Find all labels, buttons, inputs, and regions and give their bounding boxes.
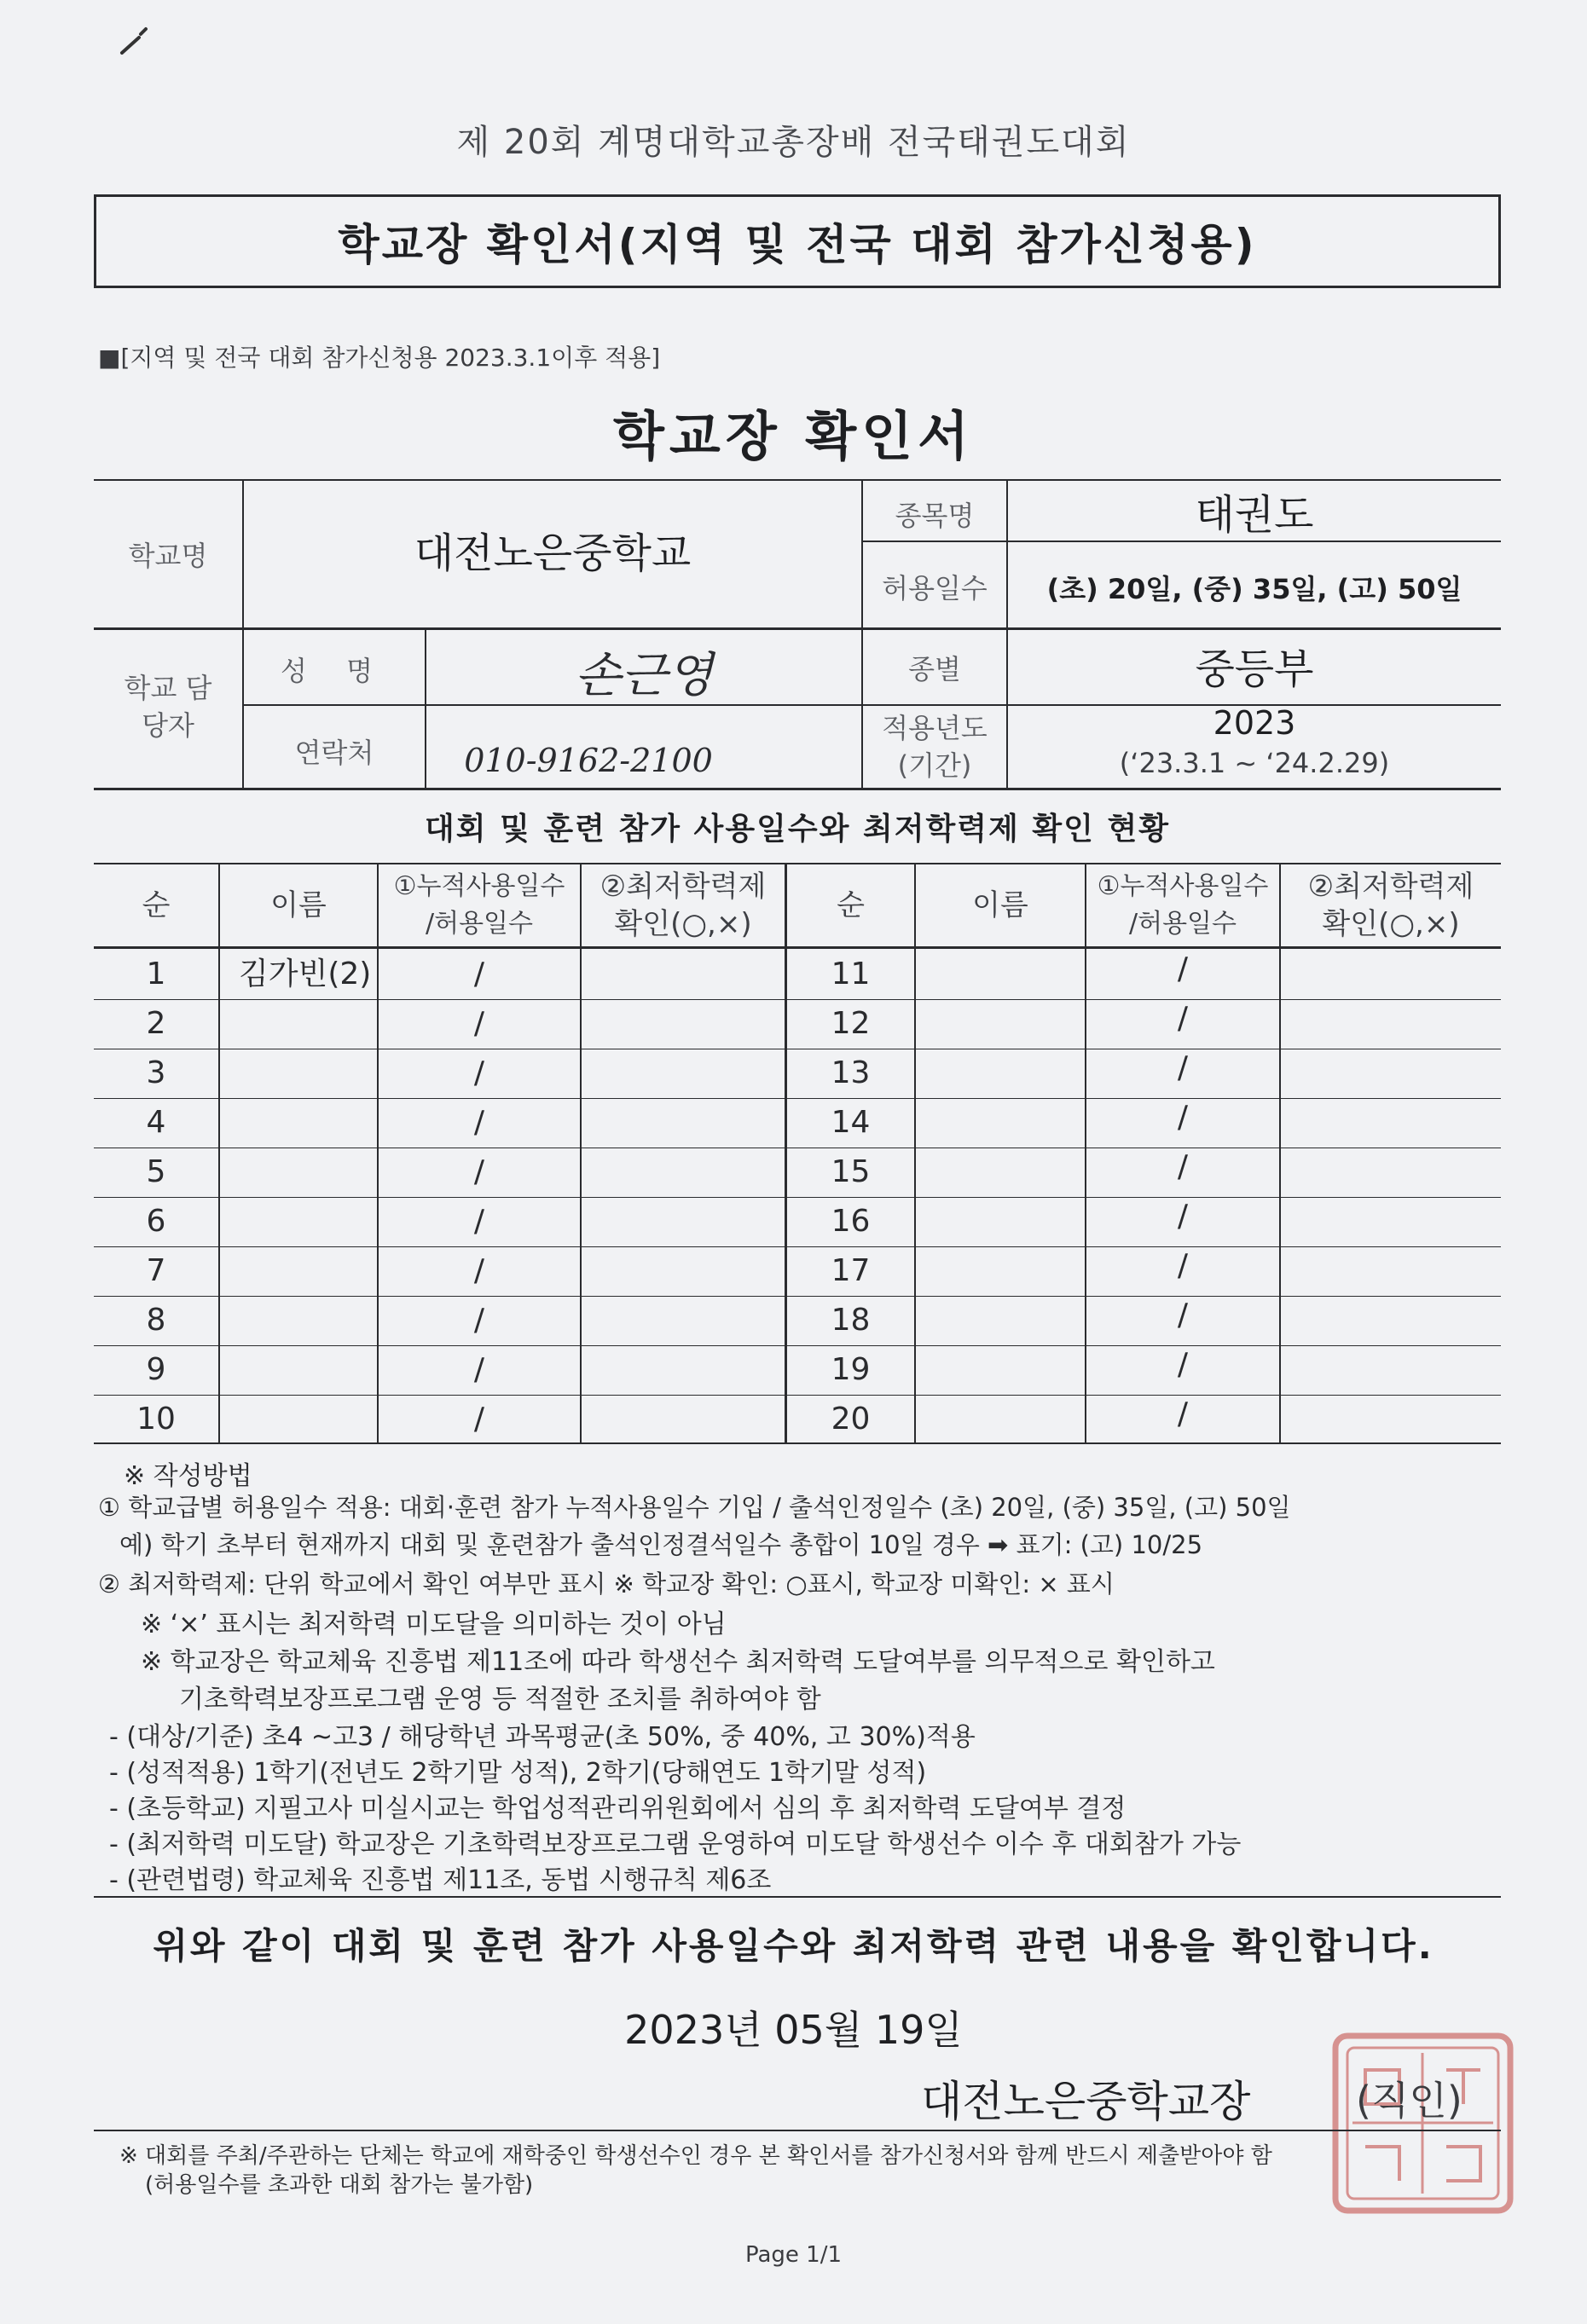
manager-label: 학교 담당자 bbox=[124, 672, 212, 742]
school-name-value: 대전노은중학교 bbox=[414, 529, 692, 577]
col-no-right: 순 bbox=[837, 888, 865, 922]
allowed-days-value: (초) 20일, (중) 35일, (고) 50일 bbox=[1046, 573, 1462, 605]
days-slash: / bbox=[1177, 1100, 1189, 1135]
name-label: 성 명 bbox=[281, 655, 388, 687]
col-check-left-2: 확인(○,×) bbox=[614, 907, 752, 941]
days-slash: / bbox=[473, 1055, 485, 1090]
days-slash: / bbox=[1177, 1199, 1189, 1234]
instr-line-11: - (관련법령) 학교체육 진흥법 제11조, 동법 시행규칙 제6조 bbox=[109, 1865, 772, 1895]
row-number: 10 bbox=[136, 1402, 176, 1437]
confirm-statement: 위와 같이 대회 및 훈련 참가 사용일수와 최저학력 관련 내용을 확인합니다. bbox=[153, 1925, 1434, 1967]
footnote-2: (허용일수를 초과한 대회 참가는 불가함) bbox=[145, 2172, 534, 2198]
col-check-right-2: 확인(○,×) bbox=[1322, 907, 1460, 941]
section-title: 대회 및 훈련 참가 사용일수와 최저학력제 확인 현황 bbox=[424, 812, 1171, 847]
divider bbox=[94, 1896, 1501, 1898]
col-name-left: 이름 bbox=[270, 888, 327, 922]
row-number: 17 bbox=[831, 1253, 871, 1288]
school-name-label: 학교명 bbox=[128, 540, 208, 572]
row-number: 8 bbox=[146, 1303, 166, 1338]
days-slash: / bbox=[473, 1105, 485, 1140]
allowed-days-label: 허용일수 bbox=[882, 572, 988, 604]
instr-line-9: - (초등학교) 지필고사 미실시교는 학업성적관리위원회에서 심의 후 최저학력 도달여부 결정 bbox=[109, 1794, 1127, 1824]
row-number: 13 bbox=[831, 1055, 871, 1090]
row-number: 11 bbox=[831, 957, 871, 991]
days-slash: / bbox=[1177, 1248, 1189, 1283]
instr-line-2: 예) 학기 초부터 현재까지 대회 및 훈련참가 출석인정결석일수 총합이 10일 경우 ➡ 표기: (고) 10/25 bbox=[119, 1530, 1203, 1559]
boxed-title: 학교장 확인서(지역 및 전국 대회 참가신청용) bbox=[94, 194, 1501, 288]
row-number: 20 bbox=[831, 1402, 871, 1437]
row-number: 12 bbox=[831, 1006, 871, 1041]
days-slash: / bbox=[473, 1154, 485, 1189]
instr-line-7: - (대상/기준) 초4 ~고3 / 해당학년 과목평균(초 50%, 중 40%, 고 30%)적용 bbox=[109, 1722, 976, 1752]
principal-name: 대전노은중학교장 bbox=[921, 2077, 1251, 2126]
form-note: ■[지역 및 전국 대회 참가신청용 2023.3.1이후 적용] bbox=[98, 344, 661, 372]
instr-line-1: ① 학교급별 허용일수 적용: 대회·훈련 참가 누적사용일수 기입 / 출석인정일수 (초) 20일, (중) 35일, (고) 50일 bbox=[98, 1493, 1291, 1522]
days-slash: / bbox=[473, 1352, 485, 1387]
days-slash: / bbox=[473, 1303, 485, 1338]
row-number: 5 bbox=[146, 1154, 166, 1189]
issue-date: 2023년 05월 19일 bbox=[624, 2007, 963, 2053]
instr-line-6: 기초학력보장프로그램 운영 등 적절한 조치를 취하여야 함 bbox=[179, 1685, 821, 1714]
row-number: 19 bbox=[831, 1352, 871, 1387]
days-slash: / bbox=[473, 1402, 485, 1437]
row-number: 14 bbox=[831, 1105, 871, 1140]
days-slash: / bbox=[473, 957, 485, 991]
year-label: 적용년도 (기간) bbox=[882, 712, 988, 782]
col-no-left: 순 bbox=[142, 888, 171, 922]
footnote-1: ※ 대회를 주최/주관하는 단체는 학교에 재학중인 학생선수인 경우 본 확인서를 참가신청서와 함께 반드시 제출받아야 함 bbox=[119, 2143, 1272, 2169]
row-number: 6 bbox=[146, 1204, 166, 1239]
row-number: 2 bbox=[146, 1006, 166, 1041]
col-days-right-1: ①누적사용일수 bbox=[1097, 871, 1269, 901]
period-value: (‘23.3.1 ~ ‘24.2.29) bbox=[1119, 747, 1390, 779]
col-check-left-1: ②최저학력제 bbox=[599, 870, 767, 904]
instr-line-10: - (최저학력 미도달) 학교장은 기초학력보장프로그램 운영하여 미도달 학생선수 이수 후 대회참가 가능 bbox=[109, 1830, 1242, 1859]
col-days-right-2: /허용일수 bbox=[1128, 909, 1237, 939]
contact-label: 연락처 bbox=[294, 737, 374, 769]
days-slash: / bbox=[1177, 1396, 1189, 1431]
days-slash: / bbox=[1177, 951, 1189, 986]
days-slash: / bbox=[1177, 1001, 1189, 1036]
row-number: 9 bbox=[146, 1352, 166, 1387]
athlete-name: 김가빈(2) bbox=[239, 957, 372, 991]
days-slash: / bbox=[473, 1204, 485, 1239]
event-title: 제 20회 계명대학교총장배 전국태권도대회 bbox=[456, 123, 1131, 162]
days-slash: / bbox=[473, 1006, 485, 1041]
days-slash: / bbox=[1177, 1050, 1189, 1085]
instr-line-3: ② 최저학력제: 단위 학교에서 확인 여부만 표시 ※ 학교장 확인: ○표시, 학교장 미확인: × 표시 bbox=[98, 1570, 1115, 1598]
sport-label: 종목명 bbox=[895, 500, 975, 532]
col-days-left-1: ①누적사용일수 bbox=[393, 871, 565, 901]
days-slash: / bbox=[1177, 1347, 1189, 1382]
col-check-right-1: ②최저학력제 bbox=[1307, 870, 1474, 904]
instr-line-8: - (성적적용) 1학기(전년도 2학기말 성적), 2학기(당해연도 1학기말 성적) bbox=[109, 1758, 927, 1788]
col-days-left-2: /허용일수 bbox=[425, 909, 534, 939]
category-label: 종별 bbox=[908, 653, 961, 685]
sport-value: 태권도 bbox=[1195, 491, 1314, 539]
days-slash: / bbox=[1177, 1149, 1189, 1184]
instr-title: ※ 작성방법 bbox=[124, 1461, 252, 1491]
pen-mark-icon bbox=[115, 26, 158, 60]
instr-line-4: ※ ‘×’ 표시는 최저학력 미도달을 의미하는 것이 아님 bbox=[141, 1610, 727, 1639]
seal-label: (직인) bbox=[1356, 2078, 1462, 2124]
row-number: 1 bbox=[146, 957, 166, 991]
row-number: 16 bbox=[831, 1204, 871, 1239]
row-number: 3 bbox=[146, 1055, 166, 1090]
row-number: 4 bbox=[146, 1105, 166, 1140]
main-title: 학교장 확인서 bbox=[613, 405, 974, 467]
page-number: Page 1/1 bbox=[744, 2242, 843, 2268]
category-value: 중등부 bbox=[1195, 645, 1314, 693]
row-number: 15 bbox=[831, 1154, 871, 1189]
instr-line-5: ※ 학교장은 학교체육 진흥법 제11조에 따라 학생선수 최저학력 도달여부를 의무적으로 확인하고 bbox=[141, 1647, 1215, 1677]
year-value: 2023 bbox=[1213, 704, 1296, 742]
col-name-right: 이름 bbox=[972, 888, 1028, 922]
days-slash: / bbox=[1177, 1298, 1189, 1333]
row-number: 18 bbox=[831, 1303, 871, 1338]
row-number: 7 bbox=[146, 1253, 166, 1288]
contact-value: 010-9162-2100 bbox=[464, 742, 713, 779]
name-signature: 손근영 bbox=[574, 648, 714, 703]
days-slash: / bbox=[473, 1253, 485, 1288]
